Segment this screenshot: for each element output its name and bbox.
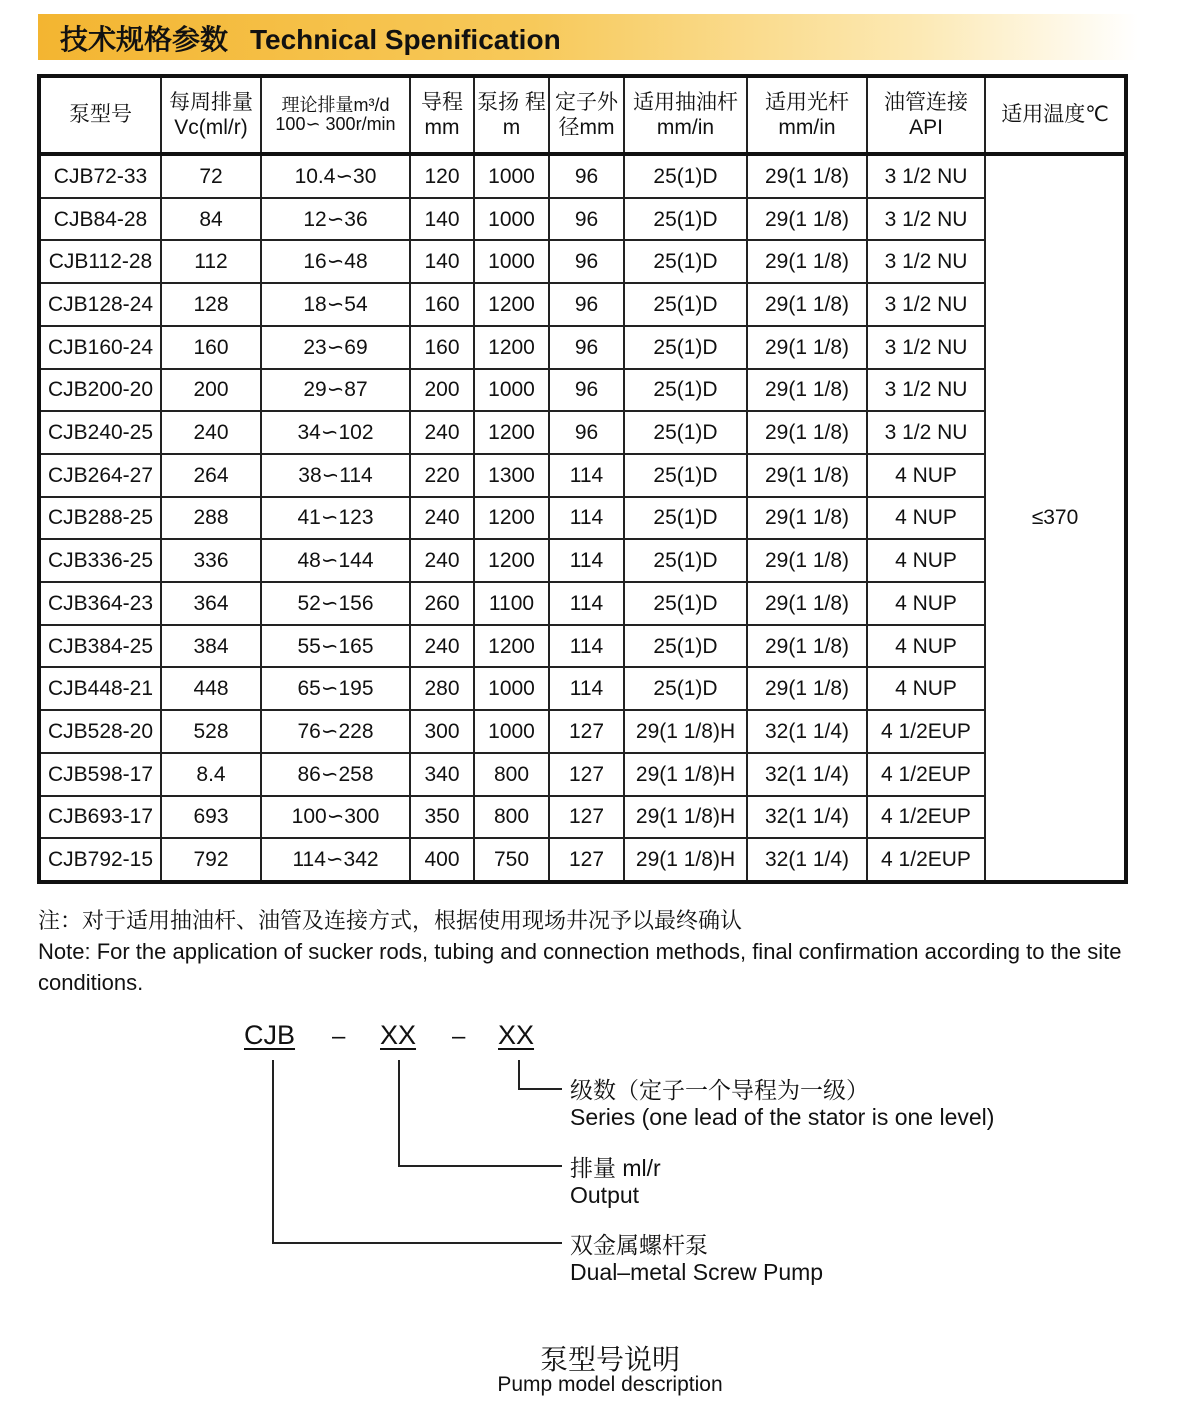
cell-tubing-connection: 3 1/2 NU: [867, 283, 985, 326]
cell-sucker-rod: 25(1)D: [624, 240, 747, 283]
cell-lead: 140: [410, 198, 474, 241]
cell-pump-head: 1000: [474, 369, 549, 412]
code-part-output: XX: [380, 1020, 417, 1050]
legend-series: [570, 1077, 994, 1131]
cell-tubing-connection: 4 NUP: [867, 667, 985, 710]
cell-pump-head: 1200: [474, 497, 549, 540]
cell-displacement: 528: [161, 710, 261, 753]
cell-displacement: 336: [161, 539, 261, 582]
cell-lead: 260: [410, 582, 474, 625]
cell-model: CJB240-25: [39, 411, 161, 454]
cell-polished-rod: 29(1 1/8): [747, 667, 867, 710]
cell-lead: 240: [410, 411, 474, 454]
table-row: [39, 326, 1126, 369]
cell-polished-rod: 29(1 1/8): [747, 154, 867, 198]
connector-output-horizontal: [398, 1165, 562, 1167]
cell-theoretical-displacement: 55∽165: [261, 625, 410, 668]
cell-polished-rod: 29(1 1/8): [747, 582, 867, 625]
cell-theoretical-displacement: 18∽54: [261, 283, 410, 326]
cell-model: CJB160-24: [39, 326, 161, 369]
cell-displacement: 448: [161, 667, 261, 710]
cell-tubing-connection: 4 1/2EUP: [867, 838, 985, 882]
cell-lead: 340: [410, 753, 474, 796]
cell-theoretical-displacement: 114∽342: [261, 838, 410, 882]
header-polished-rod: 适用光杆 mm/in: [747, 76, 867, 154]
cell-tubing-connection: 4 1/2EUP: [867, 796, 985, 839]
cell-temperature: ≤370: [985, 154, 1126, 882]
cell-lead: 400: [410, 838, 474, 882]
cell-tubing-connection: 3 1/2 NU: [867, 240, 985, 283]
cell-lead: 300: [410, 710, 474, 753]
legend-output-zh: 排量 ml/r: [570, 1155, 661, 1181]
connector-series-vertical: [518, 1060, 520, 1090]
table-row: [39, 710, 1126, 753]
legend-series-en: Series (one lead of the stator is one level): [570, 1104, 995, 1130]
cell-model: CJB448-21: [39, 667, 161, 710]
cell-tubing-connection: 4 NUP: [867, 625, 985, 668]
cell-theoretical-displacement: 10.4∽30: [261, 154, 410, 198]
cell-stator-diameter: 127: [549, 753, 624, 796]
legend-pump-type: [570, 1232, 823, 1286]
table-row: [39, 796, 1126, 839]
page-title-en: Technical Spenification: [250, 24, 561, 55]
cell-sucker-rod: 29(1 1/8)H: [624, 710, 747, 753]
cell-theoretical-displacement: 23∽69: [261, 326, 410, 369]
table-row: [39, 838, 1126, 882]
cell-sucker-rod: 25(1)D: [624, 369, 747, 412]
cell-lead: 280: [410, 667, 474, 710]
cell-lead: 240: [410, 539, 474, 582]
cell-pump-head: 800: [474, 796, 549, 839]
cell-theoretical-displacement: 12∽36: [261, 198, 410, 241]
cell-sucker-rod: 25(1)D: [624, 154, 747, 198]
cell-tubing-connection: 4 NUP: [867, 497, 985, 540]
table-row: [39, 497, 1126, 540]
cell-pump-head: 1300: [474, 454, 549, 497]
cell-tubing-connection: 3 1/2 NU: [867, 369, 985, 412]
cell-pump-head: 1200: [474, 411, 549, 454]
cell-model: CJB128-24: [39, 283, 161, 326]
table-row: [39, 582, 1126, 625]
cell-model: CJB72-33: [39, 154, 161, 198]
cell-theoretical-displacement: 76∽228: [261, 710, 410, 753]
cell-lead: 120: [410, 154, 474, 198]
header-theoretical-displacement: 理论排量m³/d 100∽ 300r/min: [261, 76, 410, 154]
cell-stator-diameter: 127: [549, 796, 624, 839]
cell-tubing-connection: 3 1/2 NU: [867, 411, 985, 454]
cell-pump-head: 1100: [474, 582, 549, 625]
cell-model: CJB384-25: [39, 625, 161, 668]
code-separator-2: –: [452, 1023, 466, 1050]
cell-polished-rod: 29(1 1/8): [747, 326, 867, 369]
cell-model: CJB336-25: [39, 539, 161, 582]
cell-model: CJB792-15: [39, 838, 161, 882]
table-row: [39, 625, 1126, 668]
table-row: [39, 369, 1126, 412]
cell-polished-rod: 32(1 1/4): [747, 838, 867, 882]
cell-sucker-rod: 25(1)D: [624, 497, 747, 540]
caption-title: 泵型号说明: [539, 1344, 680, 1375]
cell-polished-rod: 29(1 1/8): [747, 283, 867, 326]
note-zh: 注：对于适用抽油杆、油管及连接方式，根据使用现场井况予以最终确认: [38, 908, 743, 933]
cell-pump-head: 1000: [474, 240, 549, 283]
cell-lead: 240: [410, 625, 474, 668]
note: [38, 905, 1148, 998]
cell-model: CJB288-25: [39, 497, 161, 540]
cell-theoretical-displacement: 41∽123: [261, 497, 410, 540]
cell-pump-head: 800: [474, 753, 549, 796]
cell-theoretical-displacement: 86∽258: [261, 753, 410, 796]
cell-pump-head: 1000: [474, 154, 549, 198]
table-row: [39, 753, 1126, 796]
cell-displacement: 200: [161, 369, 261, 412]
cell-sucker-rod: 25(1)D: [624, 283, 747, 326]
table-row: [39, 454, 1126, 497]
cell-polished-rod: 29(1 1/8): [747, 497, 867, 540]
cell-stator-diameter: 96: [549, 198, 624, 241]
cell-stator-diameter: 96: [549, 283, 624, 326]
connector-output-vertical: [398, 1060, 400, 1167]
cell-pump-head: 1000: [474, 667, 549, 710]
cell-polished-rod: 29(1 1/8): [747, 198, 867, 241]
cell-pump-head: 1000: [474, 710, 549, 753]
cell-tubing-connection: 4 NUP: [867, 539, 985, 582]
cell-stator-diameter: 114: [549, 539, 624, 582]
cell-polished-rod: 29(1 1/8): [747, 625, 867, 668]
cell-displacement: 288: [161, 497, 261, 540]
page-title: [60, 18, 561, 58]
header-stator-diameter: 定子外 径mm: [549, 76, 624, 154]
cell-model: CJB84-28: [39, 198, 161, 241]
cell-sucker-rod: 25(1)D: [624, 539, 747, 582]
cell-model: CJB200-20: [39, 369, 161, 412]
cell-sucker-rod: 25(1)D: [624, 667, 747, 710]
cell-pump-head: 1200: [474, 326, 549, 369]
cell-displacement: 128: [161, 283, 261, 326]
cell-sucker-rod: 25(1)D: [624, 454, 747, 497]
table-row: [39, 240, 1126, 283]
code-separator-1: –: [332, 1023, 346, 1050]
header-temperature: 适用温度℃: [985, 76, 1126, 154]
cell-displacement: 84: [161, 198, 261, 241]
cell-polished-rod: 29(1 1/8): [747, 240, 867, 283]
cell-displacement: 112: [161, 240, 261, 283]
cell-polished-rod: 29(1 1/8): [747, 411, 867, 454]
cell-pump-head: 1200: [474, 539, 549, 582]
code-part-pump-type: CJB: [244, 1020, 296, 1050]
cell-stator-diameter: 96: [549, 240, 624, 283]
cell-sucker-rod: 25(1)D: [624, 198, 747, 241]
cell-tubing-connection: 3 1/2 NU: [867, 198, 985, 241]
cell-lead: 160: [410, 283, 474, 326]
cell-polished-rod: 32(1 1/4): [747, 710, 867, 753]
table-row: [39, 198, 1126, 241]
header-tubing-connection: 油管连接 API: [867, 76, 985, 154]
cell-stator-diameter: 127: [549, 838, 624, 882]
legend-series-zh: 级数（定子一个导程为一级）: [570, 1077, 869, 1103]
cell-model: CJB264-27: [39, 454, 161, 497]
cell-stator-diameter: 114: [549, 497, 624, 540]
cell-stator-diameter: 114: [549, 667, 624, 710]
cell-tubing-connection: 4 NUP: [867, 454, 985, 497]
cell-stator-diameter: 96: [549, 411, 624, 454]
header-pump-head: 泵扬 程m: [474, 76, 549, 154]
table-row: [39, 411, 1126, 454]
cell-sucker-rod: 29(1 1/8)H: [624, 796, 747, 839]
cell-displacement: 792: [161, 838, 261, 882]
cell-polished-rod: 29(1 1/8): [747, 539, 867, 582]
cell-sucker-rod: 29(1 1/8)H: [624, 838, 747, 882]
header-sucker-rod: 适用抽油杆 mm/in: [624, 76, 747, 154]
cell-theoretical-displacement: 48∽144: [261, 539, 410, 582]
cell-lead: 350: [410, 796, 474, 839]
cell-model: CJB528-20: [39, 710, 161, 753]
cell-pump-head: 1000: [474, 198, 549, 241]
cell-displacement: 693: [161, 796, 261, 839]
legend-output: [570, 1155, 661, 1209]
table-row: [39, 283, 1126, 326]
connector-series-horizontal: [518, 1088, 562, 1090]
cell-stator-diameter: 96: [549, 326, 624, 369]
cell-lead: 240: [410, 497, 474, 540]
cell-pump-head: 1200: [474, 283, 549, 326]
page-title-zh: 技术规格参数: [60, 24, 229, 55]
header-lead: 导程 mm: [410, 76, 474, 154]
cell-displacement: 240: [161, 411, 261, 454]
cell-model: CJB364-23: [39, 582, 161, 625]
cell-lead: 220: [410, 454, 474, 497]
cell-sucker-rod: 29(1 1/8)H: [624, 753, 747, 796]
cell-polished-rod: 29(1 1/8): [747, 369, 867, 412]
cell-stator-diameter: 96: [549, 369, 624, 412]
caption-subtitle: Pump model description: [497, 1373, 723, 1396]
cell-theoretical-displacement: 100∽300: [261, 796, 410, 839]
cell-displacement: 160: [161, 326, 261, 369]
cell-polished-rod: 29(1 1/8): [747, 454, 867, 497]
connector-pump-vertical: [272, 1060, 274, 1244]
cell-lead: 160: [410, 326, 474, 369]
cell-theoretical-displacement: 34∽102: [261, 411, 410, 454]
spec-table: [37, 74, 1128, 884]
legend-output-en: Output: [570, 1182, 640, 1208]
connector-pump-horizontal: [272, 1242, 562, 1244]
cell-theoretical-displacement: 16∽48: [261, 240, 410, 283]
cell-displacement: 364: [161, 582, 261, 625]
header-model: 泵型号: [39, 76, 161, 154]
cell-displacement: 384: [161, 625, 261, 668]
cell-pump-head: 750: [474, 838, 549, 882]
cell-displacement: 264: [161, 454, 261, 497]
cell-sucker-rod: 25(1)D: [624, 411, 747, 454]
table-row: [39, 539, 1126, 582]
cell-tubing-connection: 4 1/2EUP: [867, 753, 985, 796]
cell-model: CJB598-17: [39, 753, 161, 796]
cell-theoretical-displacement: 29∽87: [261, 369, 410, 412]
cell-theoretical-displacement: 65∽195: [261, 667, 410, 710]
cell-pump-head: 1200: [474, 625, 549, 668]
cell-displacement: 72: [161, 154, 261, 198]
cell-stator-diameter: 114: [549, 625, 624, 668]
cell-stator-diameter: 96: [549, 154, 624, 198]
cell-lead: 140: [410, 240, 474, 283]
cell-sucker-rod: 25(1)D: [624, 326, 747, 369]
cell-displacement: 8.4: [161, 753, 261, 796]
cell-theoretical-displacement: 38∽114: [261, 454, 410, 497]
cell-polished-rod: 32(1 1/4): [747, 796, 867, 839]
legend-pump-type-en: Dual–metal Screw Pump: [570, 1259, 824, 1285]
cell-model: CJB112-28: [39, 240, 161, 283]
cell-stator-diameter: 127: [549, 710, 624, 753]
cell-lead: 200: [410, 369, 474, 412]
table-header-row: [39, 76, 1126, 154]
cell-stator-diameter: 114: [549, 582, 624, 625]
cell-sucker-rod: 25(1)D: [624, 582, 747, 625]
table-body: [39, 154, 1126, 882]
table-row: [39, 667, 1126, 710]
cell-model: CJB693-17: [39, 796, 161, 839]
header-displacement: 每周排量 Vc(ml/r): [161, 76, 261, 154]
cell-tubing-connection: 3 1/2 NU: [867, 326, 985, 369]
note-en: Note: For the application of sucker rods, tubing and connection methods, final confirmation according to the site conditions.: [38, 939, 1122, 995]
code-part-series: XX: [498, 1020, 535, 1050]
cell-stator-diameter: 114: [549, 454, 624, 497]
cell-polished-rod: 32(1 1/4): [747, 753, 867, 796]
table-row: [39, 154, 1126, 198]
cell-tubing-connection: 3 1/2 NU: [867, 154, 985, 198]
cell-tubing-connection: 4 NUP: [867, 582, 985, 625]
cell-tubing-connection: 4 1/2EUP: [867, 710, 985, 753]
legend-pump-type-zh: 双金属螺杆泵: [570, 1232, 708, 1258]
cell-sucker-rod: 25(1)D: [624, 625, 747, 668]
cell-theoretical-displacement: 52∽156: [261, 582, 410, 625]
